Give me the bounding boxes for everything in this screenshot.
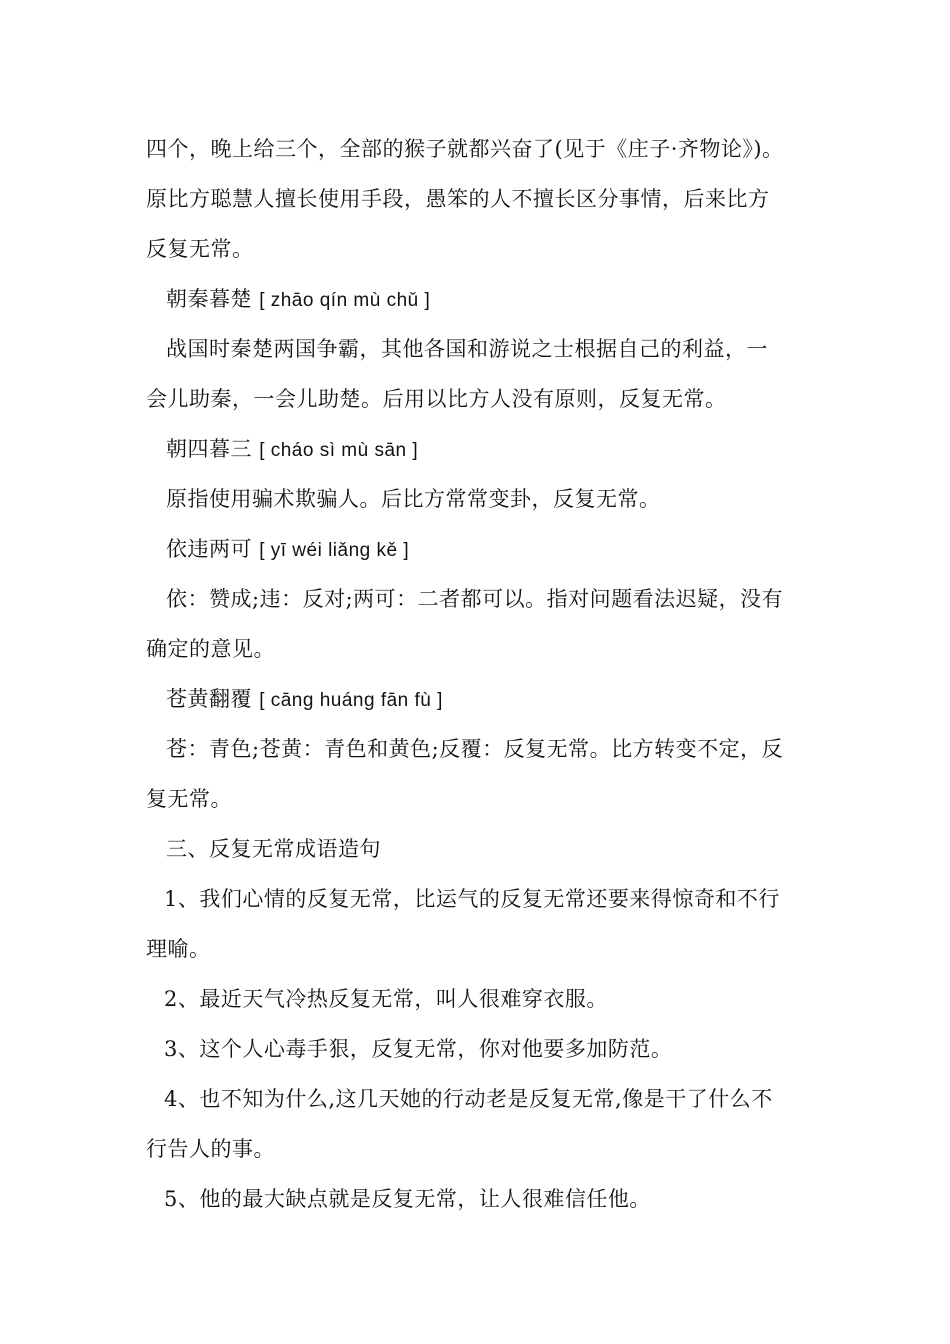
idiom-name: 苍黄翻覆 (166, 687, 252, 711)
example-sentence: 2、最近天气冷热反复无常，叫人很难穿衣服。 (164, 987, 608, 1011)
example-sentence: 1、我们心情的反复无常，比运气的反复无常还要来得惊奇和不行 (164, 887, 780, 911)
paragraph-line: 反复无常。 (146, 237, 254, 261)
idiom-name: 朝秦暮楚 (166, 287, 252, 311)
paragraph-line: 理喻。 (146, 937, 211, 961)
section-heading: 三、反复无常成语造句 (166, 837, 381, 861)
idiom-heading (166, 434, 846, 466)
example-sentence: 4、也不知为什么,这几天她的行动老是反复无常,像是干了什么不 (164, 1087, 773, 1111)
paragraph-line: 原比方聪慧人擅长使用手段，愚笨的人不擅长区分事情，后来比方 (146, 187, 770, 211)
idiom-heading (166, 284, 846, 316)
idiom-pinyin: [ yī wéi liǎng kě ] (259, 540, 410, 561)
paragraph-line: 依：赞成;违：反对;两可：二者都可以。指对问题看法迟疑，没有 (166, 587, 784, 611)
paragraph-line: 行告人的事。 (146, 1137, 275, 1161)
example-sentence: 5、他的最大缺点就是反复无常，让人很难信任他。 (164, 1187, 651, 1211)
paragraph-line: 战国时秦楚两国争霸，其他各国和游说之士根据自己的利益，一 (166, 337, 768, 361)
paragraph-line: 四个，晚上给三个，全部的猴子就都兴奋了(见于《庄子·齐物论》)。 (146, 137, 784, 161)
example-sentence: 3、这个人心毒手狠，反复无常，你对他要多加防范。 (164, 1037, 673, 1061)
idiom-heading (166, 534, 846, 566)
paragraph-line: 会儿助秦，一会儿助楚。后用以比方人没有原则，反复无常。 (146, 387, 727, 411)
paragraph-line: 苍：青色;苍黄：青色和黄色;反覆：反复无常。比方转变不定，反 (166, 737, 784, 761)
idiom-pinyin: [ zhāo qín mù chǔ ] (259, 290, 431, 311)
idiom-pinyin: [ cháo sì mù sān ] (259, 440, 419, 461)
idiom-heading (166, 684, 846, 716)
idiom-name: 朝四暮三 (166, 437, 252, 461)
paragraph-line: 确定的意见。 (146, 637, 275, 661)
paragraph-line: 复无常。 (146, 787, 232, 811)
idiom-pinyin: [ cāng huáng fān fù ] (259, 690, 443, 711)
paragraph-line: 原指使用骗术欺骗人。后比方常常变卦，反复无常。 (166, 487, 661, 511)
idiom-name: 依违两可 (166, 537, 252, 561)
